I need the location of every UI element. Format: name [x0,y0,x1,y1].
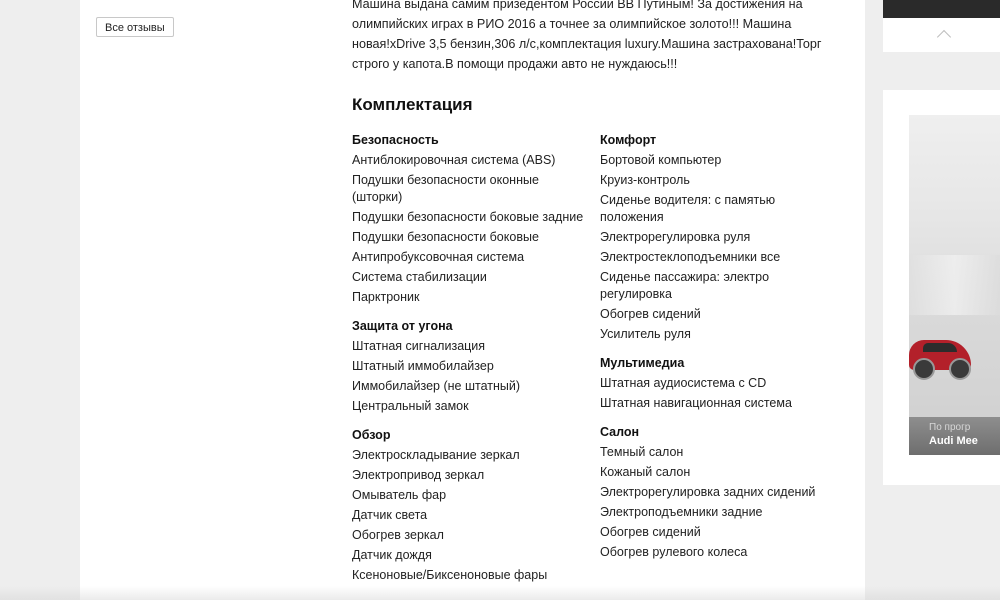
group-anti-theft [352,316,592,416]
equipment-item: Штатная сигнализация [352,339,486,353]
equipment-title: Комплектация [352,95,473,114]
description-line: Машина выдана самим призедентом России ВВ Путиным! За достижения на [352,0,803,11]
equipment-item: Иммобилайзер (не штатный) [352,379,520,393]
equipment-item: Кожаный салон [600,465,691,479]
listing-description [352,0,842,74]
all-reviews-button[interactable]: Все отзывы [96,17,174,37]
car-window [923,343,957,352]
description-line: олимпийских играх в РИО 2016 а точнее за олимпийское золото!!! Машина [352,17,792,31]
equipment-item: Ксеноновые/Биксеноновые фары [352,568,548,582]
car-wheel [913,358,935,380]
equipment-item: Круиз-контроль [600,173,690,187]
sidebar-ad-banner[interactable] [883,90,1000,485]
chevron-up-icon[interactable] [937,30,951,44]
equipment-item: Подушки безопасности боковые задние [352,210,584,224]
group-title: Обзор [352,428,391,442]
equipment-item: Система стабилизации [352,270,487,284]
equipment-item: Штатная аудиосистема с CD [600,376,767,390]
equipment-item: Штатный иммобилайзер [352,359,494,373]
equipment-item: Электрорегулировка руля [600,230,751,244]
equipment-item: Электроподъемники задние [600,505,763,519]
equipment-item: Антипробуксовочная система [352,250,525,264]
group-title: Мультимедиа [600,356,685,370]
equipment-item: Штатная навигационная система [600,396,792,410]
group-title: Салон [600,425,640,439]
ad-brand-text: Audi Mee [929,435,978,447]
equipment-item: Центральный замок [352,399,469,413]
equipment-column-left [352,130,592,594]
equipment-item: Электрорегулировка задних сидений [600,485,816,499]
equipment-column-right [600,130,840,571]
equipment-item: Подушки безопасности боковые [352,230,539,244]
equipment-item: Сиденье пассажира: электро регулировка [600,270,770,301]
group-multimedia [600,353,840,413]
group-title: Комфорт [600,133,657,147]
description-line: строго у капота.В помощи продажи авто не нуждаюсь!!! [352,57,678,71]
equipment-item: Усилитель руля [600,327,691,341]
equipment-item: Омыватель фар [352,488,447,502]
ad-background-light [909,255,1000,315]
equipment-item: Бортовой компьютер [600,153,722,167]
group-title: Защита от угона [352,319,453,333]
equipment-item: Парктроник [352,290,420,304]
equipment-item: Обогрев рулевого колеса [600,545,748,559]
equipment-item: Обогрев сидений [600,307,701,321]
equipment-item: Подушки безопасности оконные (шторки) [352,173,539,204]
sidebar-gallery-widget [883,0,1000,52]
group-visibility [352,425,592,585]
group-interior [600,422,840,562]
listing-card [80,0,865,600]
group-title: Безопасность [352,133,439,147]
ad-image[interactable] [909,115,1000,455]
equipment-item: Электроскладывание зеркал [352,448,520,462]
equipment-item: Обогрев зеркал [352,528,444,542]
ad-caption-line: По прогр [929,422,971,433]
car-illustration [909,340,971,370]
equipment-item: Сиденье водителя: с памятью положения [600,193,776,224]
equipment-item: Темный салон [600,445,684,459]
description-line: новая!xDrive 3,5 бензин,306 л/с,комплектация luxury.Машина застрахована!Торг [352,37,822,51]
equipment-item: Электростеклоподъемники все [600,250,781,264]
equipment-item: Антиблокировочная система (ABS) [352,153,556,167]
car-wheel [949,358,971,380]
equipment-item: Датчик света [352,508,428,522]
group-safety [352,130,592,307]
group-comfort [600,130,840,344]
gallery-thumbnail[interactable] [883,0,1000,18]
equipment-item: Датчик дождя [352,548,432,562]
equipment-item: Электропривод зеркал [352,468,485,482]
equipment-item: Обогрев сидений [600,525,701,539]
